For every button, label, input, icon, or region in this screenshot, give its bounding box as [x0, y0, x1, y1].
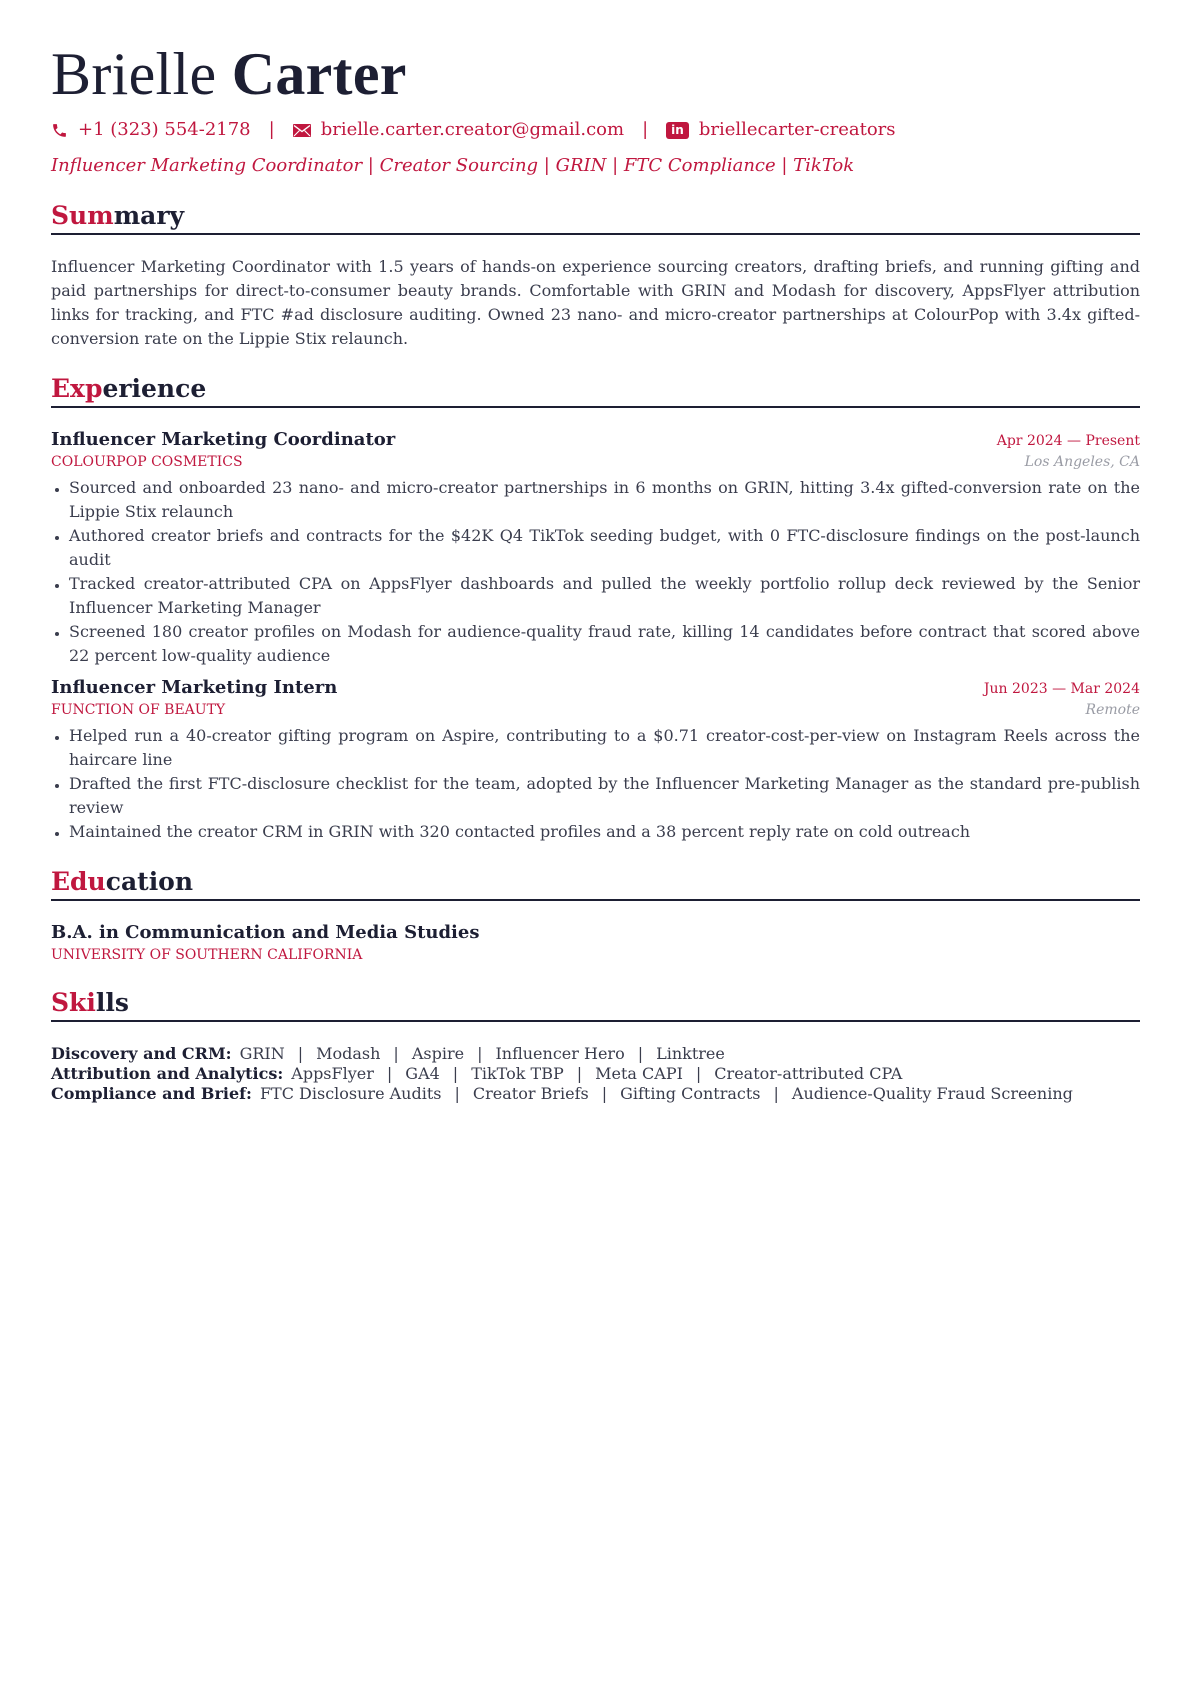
linkedin-handle: briellecarter-creators	[698, 119, 896, 140]
education-section	[51, 866, 1140, 965]
skill-item: Aspire	[411, 1044, 465, 1063]
section-heading-experience	[51, 373, 1140, 408]
skill-separator: |	[637, 1044, 644, 1063]
summary-section	[51, 200, 1140, 351]
section-heading-summary	[51, 200, 1140, 235]
job-title: Influencer Marketing Coordinator	[51, 429, 396, 450]
skill-group	[51, 1044, 1140, 1064]
bullet-item: • Screened 180 creator profiles on Modash for audience-quality fraud rate, killing 14 candidates before contract that scored above 22 percent low-quality audience	[69, 620, 1140, 668]
job-bullets	[51, 476, 1140, 668]
skill-separator: |	[576, 1064, 583, 1083]
job-company: FUNCTION OF BEAUTY	[51, 702, 226, 718]
job-entry	[51, 428, 1140, 668]
skill-item: GRIN	[239, 1044, 285, 1063]
skill-separator: |	[393, 1044, 399, 1063]
phone-number: +1 (323) 554-2178	[78, 119, 251, 140]
bullet-item: • Helped run a 40-creator gifting program on Aspire, contributing to a $0.71 creator-cost-per-view on Instagram Reels across the haircare line	[69, 724, 1140, 772]
job-dates: Jun 2023 — Mar 2024	[983, 681, 1140, 697]
skill-item: Audience-Quality Fraud Screening	[791, 1084, 1073, 1103]
phone-icon	[51, 122, 68, 139]
skill-separator: |	[297, 1044, 304, 1063]
skill-item: Modash	[316, 1044, 381, 1063]
skill-category: Discovery and CRM:	[51, 1044, 232, 1063]
summary-text: Influencer Marketing Coordinator with 1.5 years of hands-on experience sourcing creators, drafting briefs, and running gifting and paid partnerships for direct-to-consumer beauty brands. Comfortable with GRIN and Modash for discovery, AppsFlyer attribution links for tracking, and FTC #ad disclosure auditing. Owned 23 nano- and micro-creator partnerships at ColourPop with 3.4x gifted-conversion rate on the Lippie Stix relaunch.	[51, 257, 1140, 348]
skill-item: FTC Disclosure Audits	[259, 1084, 442, 1103]
skill-separator: |	[695, 1064, 702, 1083]
contact-separator: |	[268, 119, 275, 140]
skill-item: Influencer Hero	[495, 1044, 625, 1063]
skill-separator: |	[601, 1084, 608, 1103]
section-heading-education	[51, 866, 1140, 901]
first-name: Brielle	[51, 41, 217, 107]
skill-item: TikTok TBP	[471, 1064, 564, 1083]
skill-item: Gifting Contracts	[620, 1084, 761, 1103]
bullet-item: • Maintained the creator CRM in GRIN with 320 contacted profiles and a 38 percent reply rate on cold outreach	[69, 820, 1140, 844]
heading-rest: mary	[113, 201, 185, 230]
skill-item: Meta CAPI	[595, 1064, 683, 1083]
mail-icon	[293, 124, 311, 137]
education-entry	[51, 921, 1140, 965]
bullet-item: • Tracked creator-attributed CPA on AppsFlyer dashboards and pulled the weekly portfolio rollup deck reviewed by the Senior Influencer Marketing Manager	[69, 572, 1140, 620]
skill-item: Creator Briefs	[472, 1084, 589, 1103]
skill-separator: |	[452, 1064, 459, 1083]
section-heading-skills	[51, 987, 1140, 1022]
email-contact[interactable]	[293, 118, 624, 142]
heading-accent: Sum	[51, 201, 114, 230]
last-name: Carter	[231, 41, 407, 107]
tagline: Influencer Marketing Coordinator | Creator Sourcing | GRIN | FTC Compliance | TikTok	[51, 155, 855, 176]
bullet-item: • Sourced and onboarded 23 nano- and micro-creator partnerships in 6 months on GRIN, hitting 3.4x gifted-conversion rate on the Lippie Stix relaunch	[69, 476, 1140, 524]
skill-separator: |	[386, 1064, 393, 1083]
heading-accent: Exp	[51, 374, 103, 403]
degree: B.A. in Communication and Media Studies	[51, 922, 480, 943]
job-location: Los Angeles, CA	[1024, 454, 1140, 470]
job-title: Influencer Marketing Intern	[51, 677, 338, 698]
skill-category: Compliance and Brief:	[51, 1084, 252, 1103]
job-dates: Apr 2024 — Present	[996, 433, 1140, 449]
skill-item: AppsFlyer	[291, 1064, 374, 1083]
job-location: Remote	[1085, 702, 1140, 718]
job-entry	[51, 676, 1140, 844]
bullet-item: • Authored creator briefs and contracts for the $42K Q4 TikTok seeding budget, with 0 FTC-disclosure findings on the post-launch audit	[69, 524, 1140, 572]
email-address: brielle.carter.creator@gmail.com	[320, 119, 625, 140]
skill-separator: |	[773, 1084, 779, 1103]
skill-group	[51, 1084, 1140, 1104]
bullet-item: • Drafted the first FTC-disclosure checklist for the team, adopted by the Influencer Marketing Manager as the standard pre-publish review	[69, 772, 1140, 820]
candidate-name	[51, 38, 1140, 110]
skills-section	[51, 987, 1140, 1104]
school: UNIVERSITY OF SOUTHERN CALIFORNIA	[51, 947, 363, 963]
heading-rest: lls	[95, 988, 129, 1017]
heading-rest: cation	[105, 867, 194, 896]
skill-category: Attribution and Analytics:	[51, 1064, 284, 1083]
job-bullets	[51, 724, 1140, 844]
heading-accent: Edu	[51, 867, 106, 896]
skills-list	[51, 1044, 1140, 1104]
skill-item: GA4	[405, 1064, 440, 1083]
skill-group	[51, 1064, 1140, 1084]
heading-accent: Ski	[51, 988, 96, 1017]
skill-item: Creator-attributed CPA	[714, 1064, 903, 1083]
skill-item: Linktree	[656, 1044, 725, 1063]
phone-contact[interactable]	[51, 118, 251, 142]
linkedin-contact[interactable]	[666, 118, 895, 142]
contact-bar	[51, 118, 1140, 142]
heading-rest: erience	[102, 374, 207, 403]
job-company: COLOURPOP COSMETICS	[51, 454, 243, 470]
experience-section	[51, 373, 1140, 844]
skill-separator: |	[454, 1084, 460, 1103]
contact-separator: |	[642, 119, 649, 140]
linkedin-icon: in	[666, 122, 689, 139]
skill-separator: |	[477, 1044, 483, 1063]
